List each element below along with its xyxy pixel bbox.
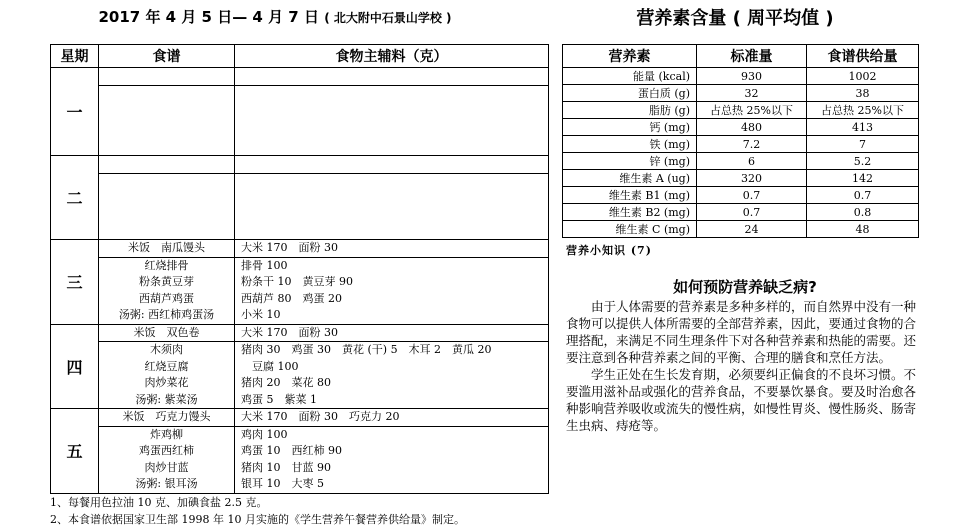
- nutrition-table: [562, 44, 919, 238]
- dish-cell: [99, 68, 235, 86]
- nutrition-title: 营养素含量 ( 周平均值 ): [636, 8, 834, 29]
- supplied-value: 5.2: [807, 153, 919, 170]
- ingredient-cell: 大米 170 面粉 30 巧克力 20: [235, 409, 549, 427]
- dish-item: 肉炒菜花: [144, 376, 189, 389]
- day-label: 一: [51, 68, 99, 156]
- table-row: [51, 342, 549, 409]
- nutrient-name: 维生素 B1 (mg): [563, 187, 697, 204]
- ingredient-item: 粉条干 10 黄豆芽 90: [241, 275, 353, 288]
- ingredient-item: 豆腐 100: [241, 359, 299, 373]
- standard-value: 7.2: [697, 136, 807, 153]
- supplied-value: 38: [807, 85, 919, 102]
- ingredient-cell: [235, 86, 549, 156]
- article-body: [566, 298, 916, 434]
- date-range: 2017 年 4 月 5 日— 4 月 7 日: [98, 8, 319, 26]
- ingredient-item: 银耳 10 大枣 5: [241, 477, 324, 490]
- standard-value: 32: [697, 85, 807, 102]
- col-header-supplied: 食谱供给量: [807, 45, 919, 68]
- table-row: [563, 187, 919, 204]
- ingredient-item: 小米 10: [241, 308, 281, 321]
- nutrient-name: 维生素 A (ug): [563, 170, 697, 187]
- footnotes: [50, 494, 465, 528]
- nutrient-name: 维生素 B2 (mg): [563, 204, 697, 221]
- article-paragraph: 学生正处在生长发育期，必须要纠正偏食的不良坏习惯。不要滥用滋补品或强化的营养食品，不要暴饮暴食。要及时治愈各种影响营养吸收或流失的慢性病，如慢性胃炎、慢性肠炎、肠寄生虫病、痔疮等。: [566, 367, 917, 433]
- dish-cell: [99, 156, 235, 174]
- standard-value: 0.7: [697, 204, 807, 221]
- table-row: [51, 86, 549, 156]
- menu-title: [0, 6, 550, 27]
- ingredient-item: 鸡肉 100: [241, 427, 288, 441]
- table-row: [563, 153, 919, 170]
- school-name: ( 北大附中石景山学校 ): [324, 11, 452, 25]
- article-paragraph: 由于人体需要的营养素是多种多样的，而自然界中没有一种食物可以提供人体所需要的全部营养素，因此，要通过食物的合理搭配，来满足不同生理条件下对各种营养素和热能的需要。还要注意到各种营养素之间的平衡、合理的膳食和烹任方法。: [566, 299, 917, 365]
- table-row: [563, 68, 919, 85]
- ingredient-cell: 大米 170 面粉 30: [235, 240, 549, 258]
- col-header-day: 星期: [51, 45, 99, 68]
- ingredient-cell: 大米 170 面粉 30: [235, 324, 549, 342]
- day-label: 五: [51, 409, 99, 494]
- ingredient-item: 猪肉 20 菜花 80: [241, 376, 331, 389]
- nutrient-name: 铁 (mg): [563, 136, 697, 153]
- table-row: [563, 136, 919, 153]
- day-label: 二: [51, 156, 99, 240]
- nutrient-name: 能量 (kcal): [563, 68, 697, 85]
- table-row: [51, 156, 549, 174]
- dish-item: 汤粥: 西红柿鸡蛋汤: [118, 308, 215, 321]
- nutrient-name: 脂肪 (g): [563, 102, 697, 119]
- nutrient-name: 维生素 C (mg): [563, 221, 697, 238]
- standard-value: 占总热 25%以下: [697, 102, 807, 119]
- table-row: [51, 174, 549, 240]
- dish-cell: 米饭 双色卷: [99, 324, 235, 342]
- standard-value: 6: [697, 153, 807, 170]
- table-row: [51, 257, 549, 324]
- dish-item: 炸鸡柳: [150, 427, 183, 441]
- dish-item: 红烧豆腐: [144, 359, 189, 373]
- supplied-value: 48: [807, 221, 919, 238]
- dish-cell: [99, 257, 235, 324]
- standard-value: 930: [697, 68, 807, 85]
- nutrient-name: 蛋白质 (g): [563, 85, 697, 102]
- ingredient-item: 鸡蛋 5 紫菜 1: [241, 392, 317, 406]
- footnote: 1、每餐用色拉油 10 克、加碘食盐 2.5 克。: [50, 496, 268, 509]
- table-row: [51, 68, 549, 86]
- dish-cell: [99, 174, 235, 240]
- ingredient-cell: [235, 174, 549, 240]
- table-row: [563, 221, 919, 238]
- dish-cell: [99, 86, 235, 156]
- dish-item: 汤粥: 银耳汤: [135, 477, 198, 490]
- tips-label: 营养小知识 (7): [566, 244, 652, 257]
- ingredient-cell: [235, 257, 549, 324]
- table-row: [563, 119, 919, 136]
- nutrition-header-row: [563, 45, 919, 68]
- col-header-dishes: 食谱: [99, 45, 235, 68]
- supplied-value: 0.7: [807, 187, 919, 204]
- table-row: [563, 85, 919, 102]
- day-label: 四: [51, 324, 99, 409]
- supplied-value: 7: [807, 136, 919, 153]
- dish-item: 木须肉: [150, 343, 183, 356]
- nutrient-name: 钙 (mg): [563, 119, 697, 136]
- table-row: [563, 204, 919, 221]
- menu-header-row: [51, 45, 549, 68]
- col-header-ingredients: 食物主辅料（克）: [235, 45, 549, 68]
- standard-value: 320: [697, 170, 807, 187]
- supplied-value: 0.8: [807, 204, 919, 221]
- supplied-value: 142: [807, 170, 919, 187]
- ingredient-item: 西葫芦 80 鸡蛋 20: [241, 291, 342, 305]
- table-row: [563, 170, 919, 187]
- col-header-nutrient: 营养素: [563, 45, 697, 68]
- supplied-value: 1002: [807, 68, 919, 85]
- supplied-value: 413: [807, 119, 919, 136]
- ingredient-item: 猪肉 10 甘蓝 90: [241, 460, 331, 474]
- table-row: [51, 409, 549, 427]
- ingredient-item: 排骨 100: [241, 258, 288, 272]
- dish-item: 粉条黄豆芽: [139, 275, 194, 288]
- table-row: [51, 426, 549, 493]
- ingredient-item: 猪肉 30 鸡蛋 30 黄花 (干) 5 木耳 2 黄瓜 20: [241, 343, 492, 356]
- dish-cell: [99, 426, 235, 493]
- dish-item: 鸡蛋西红柿: [139, 444, 194, 457]
- standard-value: 480: [697, 119, 807, 136]
- ingredient-cell: [235, 426, 549, 493]
- table-row: [563, 102, 919, 119]
- article-title: 如何预防营养缺乏病?: [673, 278, 817, 296]
- dish-item: 西葫芦鸡蛋: [139, 291, 194, 305]
- dish-item: 肉炒甘蓝: [144, 460, 189, 474]
- menu-table: [50, 44, 549, 494]
- nutrient-name: 锌 (mg): [563, 153, 697, 170]
- dish-cell: [99, 342, 235, 409]
- standard-value: 24: [697, 221, 807, 238]
- dish-item: 红烧排骨: [144, 258, 189, 272]
- dish-cell: 米饭 南瓜馒头: [99, 240, 235, 258]
- supplied-value: 占总热 25%以下: [807, 102, 919, 119]
- footnote: 2、本食谱依据国家卫生部 1998 年 10 月实施的《学生营养午餐营养供给量》制定。: [50, 513, 465, 526]
- dish-cell: 米饭 巧克力馒头: [99, 409, 235, 427]
- table-row: [51, 240, 549, 258]
- ingredient-cell: [235, 156, 549, 174]
- dish-item: 汤粥: 紫菜汤: [135, 392, 198, 406]
- table-row: [51, 324, 549, 342]
- ingredient-item: 鸡蛋 10 西红柿 90: [241, 444, 342, 457]
- standard-value: 0.7: [697, 187, 807, 204]
- ingredient-cell: [235, 342, 549, 409]
- col-header-standard: 标准量: [697, 45, 807, 68]
- ingredient-cell: [235, 68, 549, 86]
- day-label: 三: [51, 240, 99, 325]
